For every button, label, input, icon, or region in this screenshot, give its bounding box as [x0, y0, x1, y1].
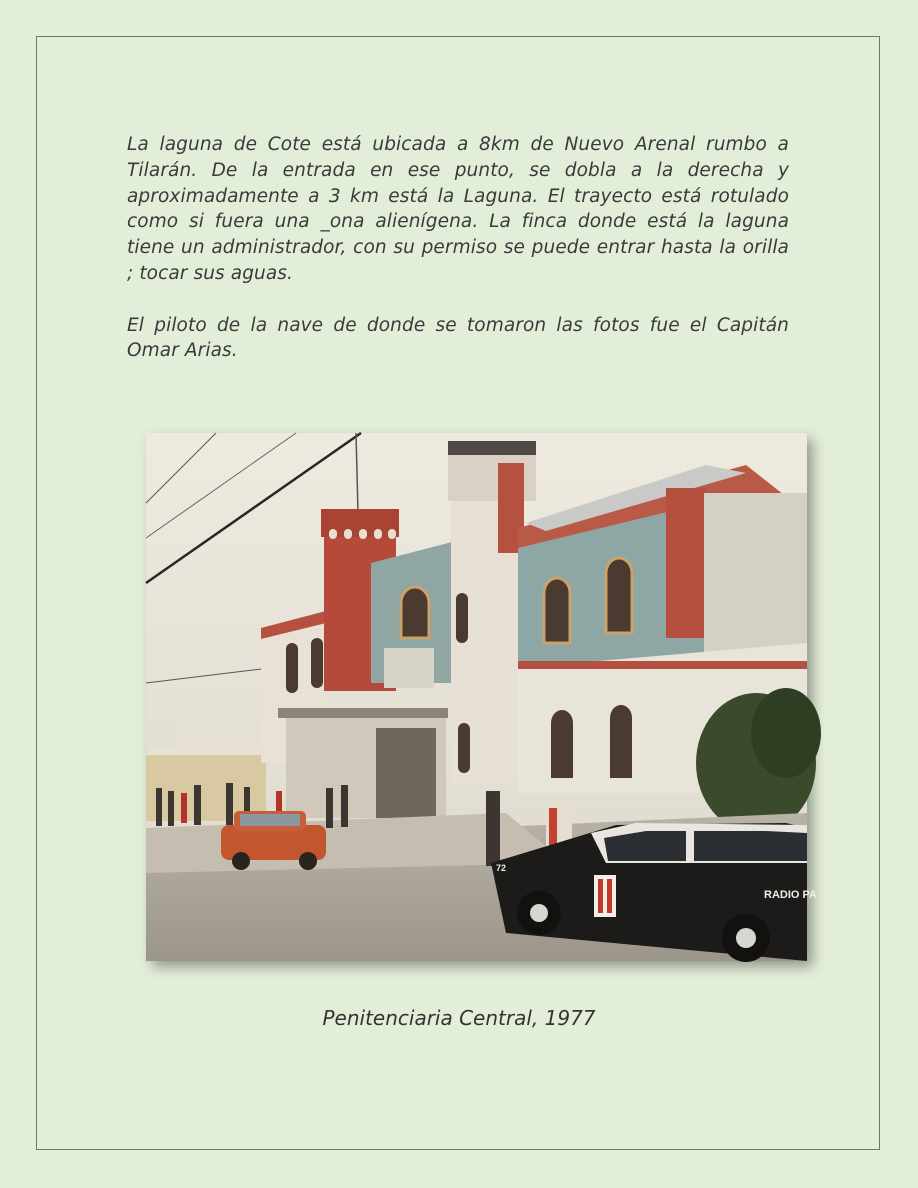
car-number: 72: [496, 863, 507, 873]
paragraph-directions: La laguna de Cote está ubicada a 8km de Nuevo Arenal rumbo a Tilarán. De la entrada en ese punto, se dobla a la derecha y aproximadamente a 3 km está la Laguna. El trayecto está rotulado como si fuera una _ona alienígena. La finca donde está la laguna tiene un administrador, con su permiso se puede entrar hasta la orilla ; tocar sus aguas.: [127, 134, 789, 284]
body-text: [127, 132, 789, 364]
car-door-label: RADIO PA: [764, 889, 817, 901]
historic-photo: [146, 433, 817, 961]
paragraph-pilot: El piloto de la nave de donde se tomaron las fotos fue el Capitán Omar Arias.: [127, 314, 789, 362]
prison-photo-illustration: [146, 433, 817, 961]
photo-caption: Penitenciaria Central, 1977: [322, 1006, 596, 1030]
